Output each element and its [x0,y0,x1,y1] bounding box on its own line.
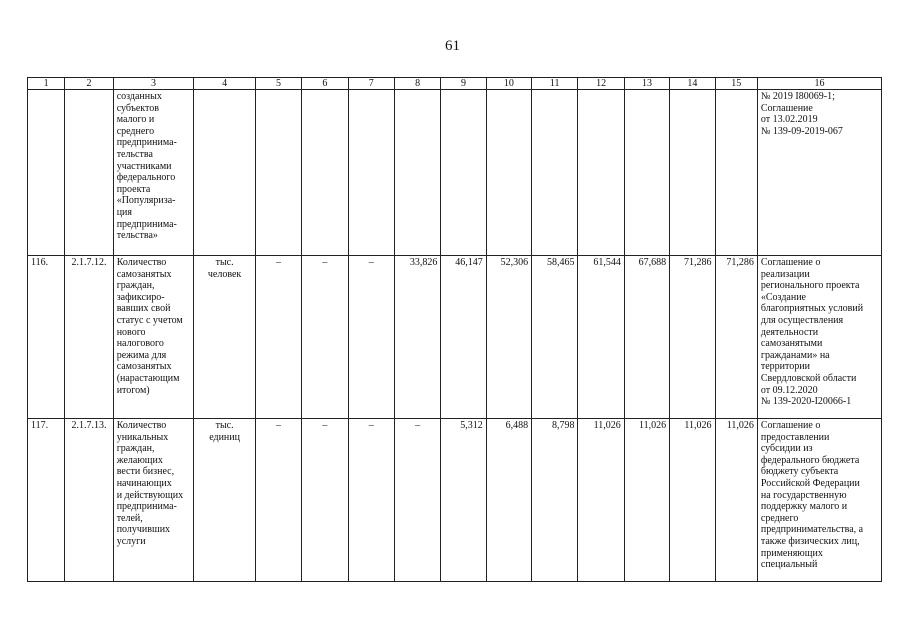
basis-document: № 2019 I80069-1; Соглашение от 13.02.2019 № 139-09-2019-067 [757,90,881,256]
value-cell: 46,147 [441,256,486,419]
row-number: 117. [28,419,65,582]
indicator-name: Количество уникальных граждан, желающих вести бизнес, начинающих и действующих предпринима- телей, получивших услуги [113,419,194,582]
page-number: 61 [445,38,460,54]
row-number: 116. [28,256,65,419]
table-header-row [28,78,882,90]
value-cell: 11,026 [578,419,624,582]
value-cell: 67,688 [624,256,669,419]
row-code: 2.1.7.13. [65,419,113,582]
value-cell: 8,798 [532,419,578,582]
value-cell [441,90,486,256]
value-cell [670,90,715,256]
column-header: 10 [486,78,531,90]
table-row [28,90,882,256]
value-cell: 61,544 [578,256,624,419]
column-header: 6 [302,78,348,90]
value-cell: 5,312 [441,419,486,582]
indicators-table [27,77,882,582]
value-cell: 71,286 [715,256,757,419]
value-cell [394,90,440,256]
value-cell: – [255,256,301,419]
column-header: 1 [28,78,65,90]
value-cell [486,90,531,256]
column-header: 7 [348,78,394,90]
column-header: 3 [113,78,194,90]
value-cell: 11,026 [624,419,669,582]
value-cell [348,90,394,256]
column-header: 16 [757,78,881,90]
row-number [28,90,65,256]
value-cell: – [255,419,301,582]
value-cell [532,90,578,256]
row-code: 2.1.7.12. [65,256,113,419]
column-header: 15 [715,78,757,90]
basis-document: Соглашение о реализации регионального проекта «Создание благоприятных условий для осуществления деятельности самозанятыми гражданами» на территории Свердловской области от 09.12.2020 № 139-2020-I20066-1 [757,256,881,419]
value-cell: 6,488 [486,419,531,582]
value-cell [302,90,348,256]
column-header: 4 [194,78,256,90]
unit-cell: тыс. единиц [194,419,256,582]
column-header: 2 [65,78,113,90]
value-cell: – [394,419,440,582]
indicator-name: Количество самозанятых граждан, зафиксиро- вавших свой статус с учетом нового налогового режима для самозанятых (нарастающим итогом) [113,256,194,419]
column-header: 12 [578,78,624,90]
value-cell: 71,286 [670,256,715,419]
value-cell [255,90,301,256]
value-cell: 11,026 [715,419,757,582]
value-cell: – [348,419,394,582]
value-cell: 11,026 [670,419,715,582]
value-cell [715,90,757,256]
table-row [28,419,882,582]
value-cell: – [302,256,348,419]
value-cell: 58,465 [532,256,578,419]
column-header: 5 [255,78,301,90]
row-code [65,90,113,256]
column-header: 14 [670,78,715,90]
unit-cell: тыс. человек [194,256,256,419]
value-cell: – [348,256,394,419]
value-cell [578,90,624,256]
value-cell: – [302,419,348,582]
column-header: 13 [624,78,669,90]
column-header: 11 [532,78,578,90]
column-header: 9 [441,78,486,90]
column-header: 8 [394,78,440,90]
indicator-name: созданных субъектов малого и среднего предпринима- тельства участниками федерального проекта «Популяриза- ция предпринима- тельства» [113,90,194,256]
unit-cell [194,90,256,256]
basis-document: Соглашение о предоставлении субсидии из федерального бюджета бюджету субъекта Российской Федерации на государственную поддержку малого и среднего предпринимательства, а также физических лиц, применяющих специальный [757,419,881,582]
value-cell: 33,826 [394,256,440,419]
value-cell [624,90,669,256]
table-row [28,256,882,419]
value-cell: 52,306 [486,256,531,419]
